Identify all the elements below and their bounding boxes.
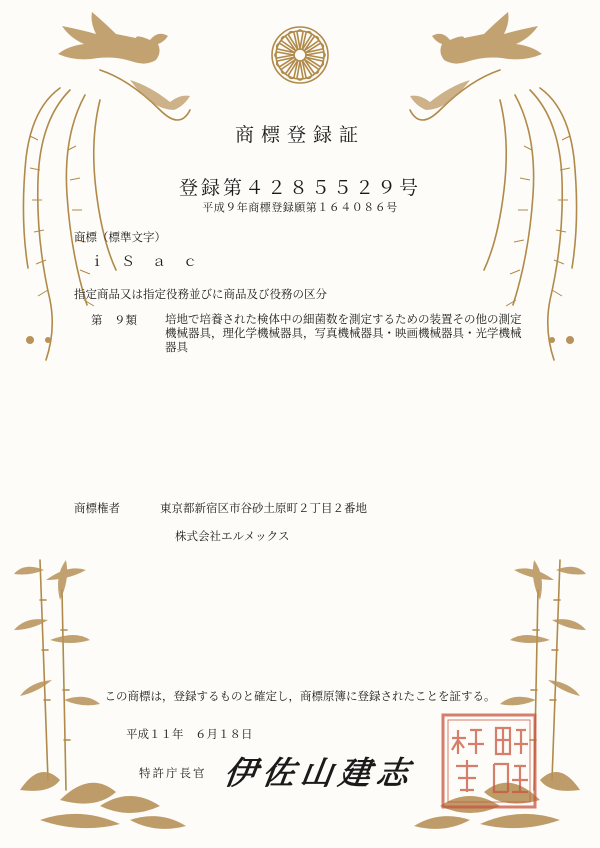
owner-label: 商標権者 — [74, 501, 120, 515]
owner-address: 東京都新宿区市谷砂土原町２丁目２番地 — [160, 501, 367, 515]
owner-name: 株式会社エルメックス — [175, 529, 290, 543]
registration-number: 登録第４２８５５２９号 — [178, 177, 421, 199]
goods-heading: 指定商品又は指定役務並びに商品及び役務の区分 — [74, 287, 327, 301]
signature: 伊佐山建志 — [222, 754, 418, 792]
certificate-title: 商標登録証 — [234, 124, 365, 146]
chrysanthemum-crest-icon — [272, 27, 328, 83]
class-label: 第 ９類 — [91, 313, 137, 327]
issuer-title: 特許庁長官 — [139, 766, 207, 780]
goods-text: 培地で培養された検体中の細菌数を測定するための装置その他の測定機械器具，理化学機械器具，写真機械器具・映画機械器具・光学機械器具 — [165, 312, 522, 354]
mark-label: 商標（標準文字） — [74, 230, 166, 244]
application-number: 平成９年商標登録願第１６４０８６号 — [202, 201, 398, 214]
certification-statement: この商標は，登録するものと確定し，商標原簿に登録されたことを証する。 — [104, 689, 496, 703]
issue-date: 平成１１年 ６月１８日 — [126, 727, 253, 741]
mark-text: ｉＳａｃ — [90, 254, 214, 270]
